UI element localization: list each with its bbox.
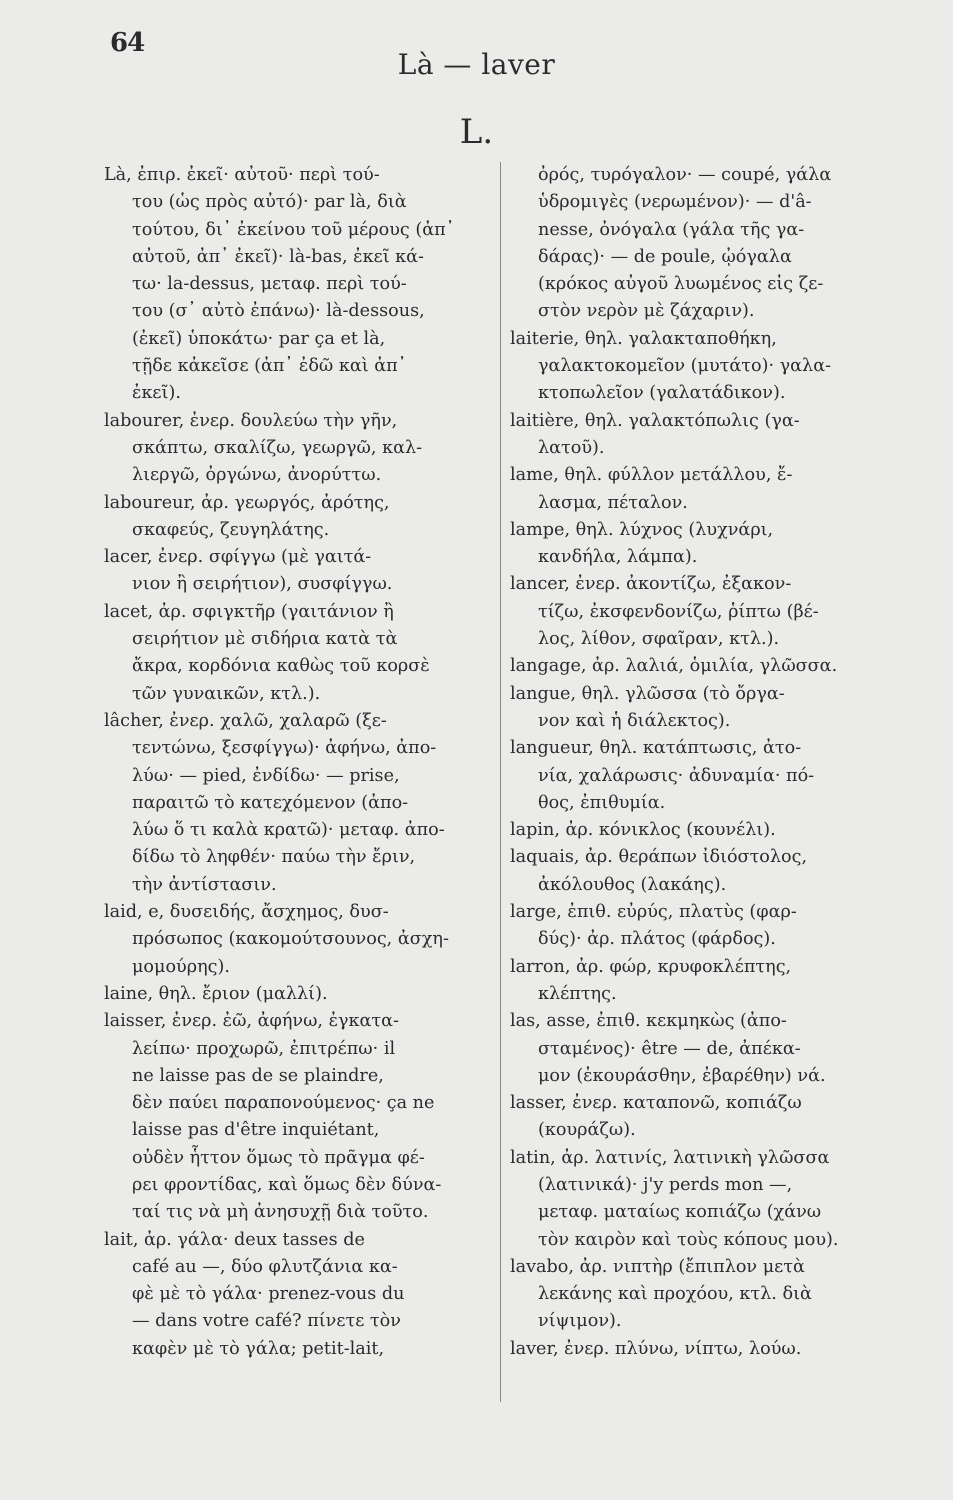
entry-line: τῶν γυναικῶν, κτλ.). (132, 683, 321, 704)
entry-line: lâcher, ἐνερ. χαλῶ, χαλαρῶ (ξε- (104, 710, 387, 731)
entry-line: lacer, ἐνερ. σφίγγω (μὲ γαιτά- (104, 547, 372, 568)
entry-line: λατοῦ). (538, 437, 605, 458)
entry-line: (ἐκεῖ) ὑποκάτω· par ça et là, (132, 328, 386, 349)
entry-line: ταί τις νὰ μὴ ἀνησυχῇ διὰ τοῦτο. (132, 1202, 429, 1223)
entry-line: τω· la-dessus, μεταφ. περὶ τού- (132, 274, 407, 295)
entry-line: δίδω τὸ ληφθέν· παύω τὴν ἔριν, (132, 847, 416, 868)
right-column (510, 162, 905, 1363)
column-divider (500, 162, 501, 1402)
entry-line: μον (ἐκουράσθην, ἐβαρέθην) νά. (538, 1065, 826, 1086)
entry-line: langueur, θηλ. κατάπτωσις, ἀτο- (510, 738, 802, 759)
entry-line: οὐδὲν ἧττον ὅμως τὸ πρᾶγμα φέ- (132, 1147, 425, 1168)
entry-line: μομούρης). (132, 956, 230, 977)
section-letter: L. (459, 112, 494, 152)
running-head: Là — laver (397, 48, 556, 81)
entry-line: laquais, ἀρ. θεράπων ἰδιόστολος, (510, 847, 808, 868)
entry-line: laine, θηλ. ἔριον (μαλλί). (104, 983, 328, 1004)
entry-line: τὴν ἀντίστασιν. (132, 874, 277, 895)
entry-line: τεντώνω, ξεσφίγγω)· ἀφήνω, ἀπο- (132, 738, 437, 759)
left-column (104, 162, 489, 1363)
entry-line: — dans votre café? πίνετε τὸν (132, 1311, 401, 1332)
entry-line: laisser, ἐνερ. ἐῶ, ἀφήνω, ἐγκατα- (104, 1011, 399, 1032)
entry-line: lacet, ἀρ. σφιγκτῆρ (γαιτάνιον ἢ (104, 601, 394, 622)
entry-line: lampe, θηλ. λύχνος (λυχνάρι, (510, 519, 774, 540)
entry-line: σκαφεύς, ζευγηλάτης. (132, 519, 330, 540)
entry-line: ἐκεῖ). (132, 383, 181, 404)
entry-line: ἀκόλουθος (λακάης). (538, 874, 727, 895)
entry-line: σκάπτω, σκαλίζω, γεωργῶ, καλ- (132, 437, 423, 458)
entry-line: γαλακτοκομεῖον (μυτάτο)· γαλα- (538, 356, 832, 377)
entry-line: laver, ἐνερ. πλύνω, νίπτω, λούω. (510, 1338, 802, 1359)
entry-line: langage, ἀρ. λαλιά, ὁμιλία, γλῶσσα. (510, 656, 838, 677)
entry-line: νία, χαλάρωσις· ἀδυναμία· πό- (538, 765, 815, 786)
entry-line: τῇδε κἀκεῖσε (ἀπ᾿ ἐδῶ καὶ ἀπ᾿ (132, 356, 407, 377)
entry-line: του (ὡς πρὸς αὐτό)· par là, διὰ (132, 192, 407, 213)
entry-line: πρόσωπος (κακομούτσουνος, ἀσχη- (132, 929, 449, 950)
entry-line: λείπω· προχωρῶ, ἐπιτρέπω· il (132, 1038, 396, 1059)
entry-line: laid, e, δυσειδής, ἄσχημος, δυσ- (104, 902, 389, 923)
entry-line: λεκάνης καὶ προχόου, κτλ. διὰ (538, 1284, 812, 1305)
entry-line: στὸν νερὸν μὲ ζάχαριν). (538, 301, 755, 322)
entry-line: λύω ὅ τι καλὰ κρατῶ)· μεταφ. ἀπο- (132, 820, 445, 841)
entry-line: Là, ἐπιρ. ἐκεῖ· αὐτοῦ· περὶ τού- (104, 165, 380, 185)
entry-line: λασμα, πέταλον. (538, 492, 688, 513)
entry-line: laboureur, ἀρ. γεωργός, ἀρότης, (104, 492, 390, 513)
entry-line: ὑδρομιγὲς (νερωμένον)· — d'â- (538, 192, 812, 213)
entry-line: νιον ἢ σειρήτιον), συσφίγγω. (132, 574, 393, 595)
entry-line: φὲ μὲ τὸ γάλα· prenez-vous du (132, 1284, 405, 1305)
entry-line: langue, θηλ. γλῶσσα (τὸ ὄργα- (510, 683, 785, 704)
entry-line: σειρήτιον μὲ σιδήρια κατὰ τὰ (132, 629, 398, 650)
entry-line: laiterie, θηλ. γαλακταποθήκη, (510, 328, 777, 349)
entry-line: λος, λίθον, σφαῖραν, κτλ.). (538, 629, 780, 650)
entry-line: ne laisse pas de se plaindre, (132, 1065, 384, 1086)
entry-line: κλέπτης. (538, 983, 617, 1004)
entry-line: lavabo, ἀρ. νιπτὴρ (ἔπιπλον μετὰ (510, 1256, 805, 1277)
entry-line: νον καὶ ἡ διάλεκτος). (538, 710, 731, 731)
entry-line: laitière, θηλ. γαλακτόπωλις (γα- (510, 410, 800, 431)
entry-line: παραιτῶ τὸ κατεχόμενον (ἀπο- (132, 792, 409, 813)
entry-line: lancer, ἐνερ. ἀκοντίζω, ἐξακον- (510, 574, 792, 595)
entry-line: las, asse, ἐπιθ. κεκμηκὼς (ἀπο- (510, 1011, 787, 1032)
entry-line: κανδήλα, λάμπα). (538, 547, 698, 568)
entry-line: lasser, ἐνερ. καταπονῶ, κοπιάζω (510, 1093, 802, 1114)
entry-line: large, ἐπιθ. εὐρύς, πλατὺς (φαρ- (510, 902, 797, 923)
entry-line: λιεργῶ, ὀργώνω, ἀνορύττω. (132, 465, 382, 486)
entry-line: nesse, ὀνόγαλα (γάλα τῆς γα- (538, 219, 805, 240)
entry-line: laisse pas d'être inquiétant, (132, 1120, 380, 1141)
entry-line: δύς)· ἀρ. πλάτος (φάρδος). (538, 929, 776, 950)
entry-line: τίζω, ἐκσφενδονίζω, ῥίπτω (βέ- (538, 601, 819, 622)
entry-line: labourer, ἐνερ. δουλεύω τὴν γῆν, (104, 410, 398, 431)
entry-line: καφὲν μὲ τὸ γάλα; petit-lait, (132, 1338, 385, 1359)
entry-line: ἄκρα, κορδόνια καθὼς τοῦ κορσὲ (132, 656, 430, 677)
entry-line: τούτου, δι᾿ ἐκείνου τοῦ μέρους (ἀπ᾿ (132, 219, 455, 240)
entry-line: μεταφ. ματαίως κοπιάζω (χάνω (538, 1202, 822, 1223)
entry-line: κτοπωλεῖον (γαλατάδικον). (538, 383, 786, 404)
entry-line: δάρας)· — de poule, ᾠόγαλα (538, 246, 792, 267)
entry-line: νίψιμον). (538, 1311, 622, 1332)
entry-line: ὀρός, τυρόγαλον· — coupé, γάλα (538, 165, 832, 185)
entry-line: αὐτοῦ, ἀπ᾿ ἐκεῖ)· là-bas, ἐκεῖ κά- (132, 246, 425, 267)
entry-line: lapin, ἀρ. κόνικλος (κουνέλι). (510, 820, 776, 841)
entry-line: latin, ἀρ. λατινίς, λατινικὴ γλῶσσα (510, 1147, 830, 1168)
entry-line: ρει φροντίδας, καὶ ὅμως δὲν δύνα- (132, 1174, 442, 1195)
entry-line: σταμένος)· être — de, ἀπέκα- (538, 1038, 801, 1059)
entry-line: (κουράζω). (538, 1120, 636, 1141)
page-number: 64 (110, 28, 145, 58)
entry-line: (κρόκος αὐγοῦ λυωμένος εἰς ζε- (538, 274, 824, 295)
entry-line: του (σ᾿ αὐτὸ ἐπάνω)· là-dessous, (132, 301, 425, 322)
entry-line: larron, ἀρ. φώρ, κρυφοκλέπτης, (510, 956, 792, 977)
entry-line: λύω· — pied, ἐνδίδω· — prise, (132, 765, 400, 786)
entry-line: lame, θηλ. φύλλον μετάλλου, ἔ- (510, 465, 793, 486)
entry-line: café au —, δύο φλυτζάνια κα- (132, 1256, 398, 1277)
entry-line: (λατινικά)· j'y perds mon —, (538, 1174, 793, 1195)
entry-line: θος, ἐπιθυμία. (538, 792, 666, 813)
entry-line: lait, ἀρ. γάλα· deux tasses de (104, 1229, 365, 1250)
entry-line: τὸν καιρὸν καὶ τοὺς κόπους μου). (538, 1229, 839, 1250)
entry-line: δὲν παύει παραπονούμενος· ça ne (132, 1093, 435, 1114)
